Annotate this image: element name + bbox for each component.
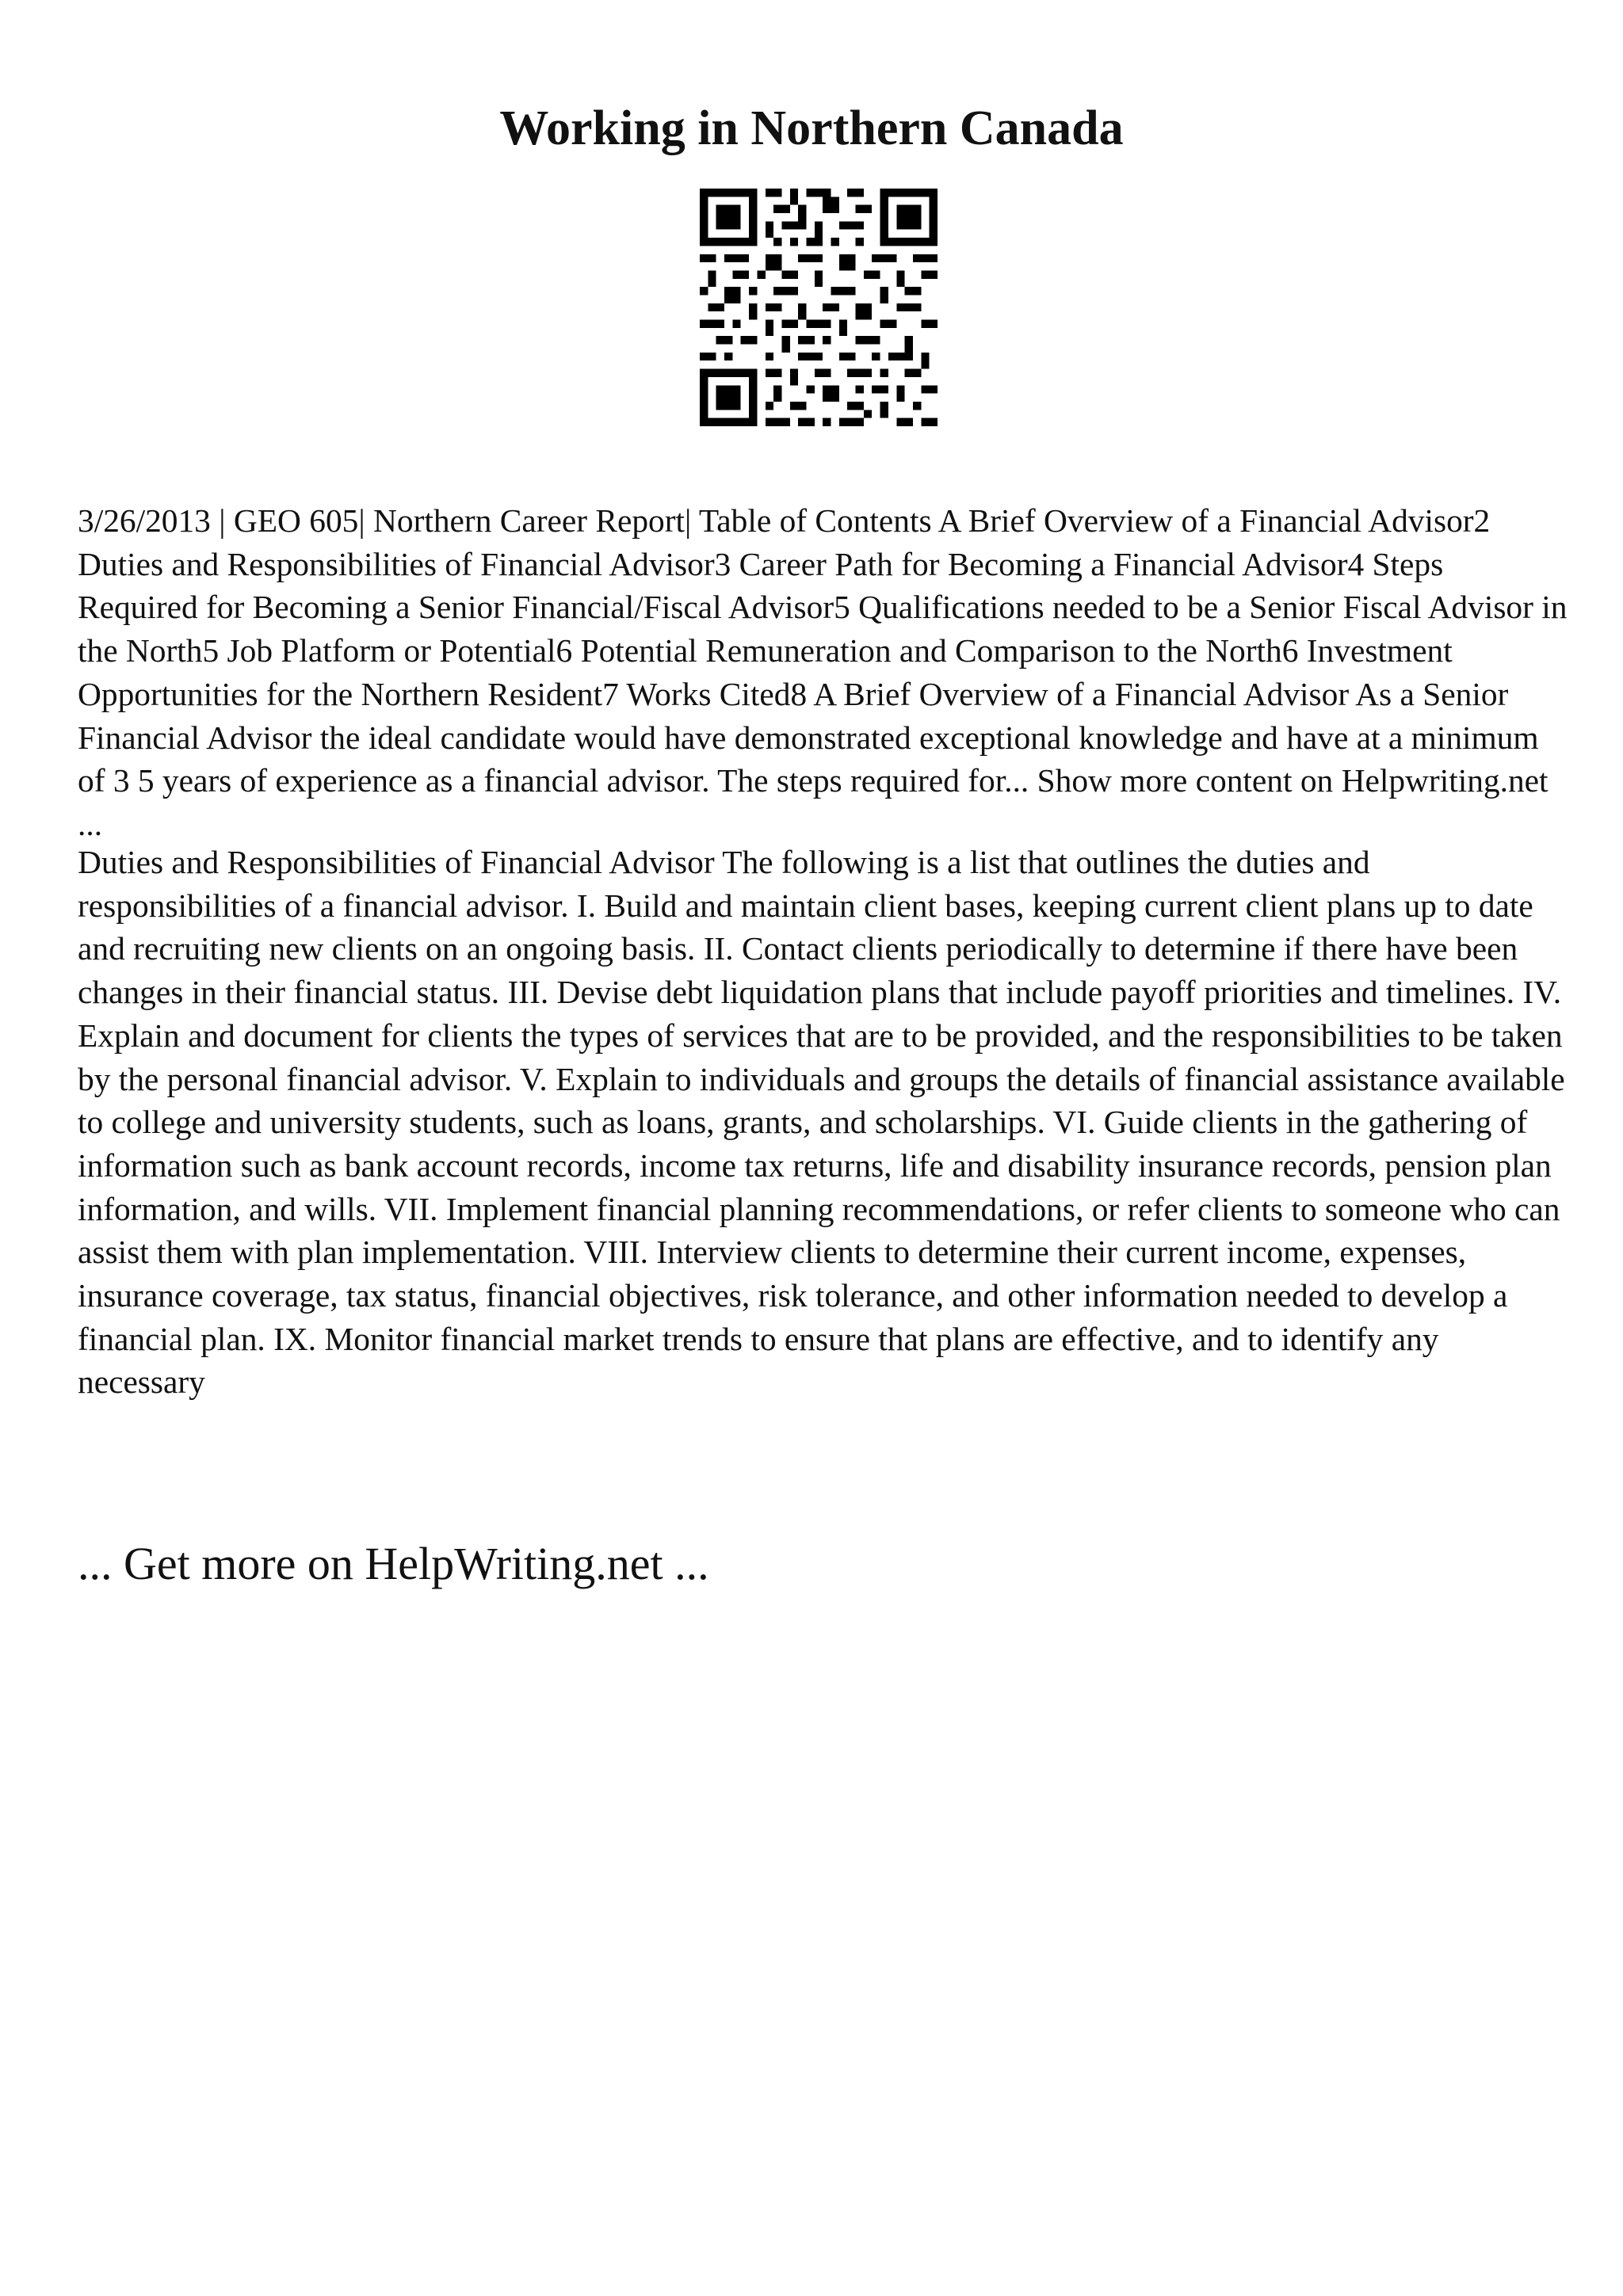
duties-paragraph: Duties and Responsibilities of Financial Advisor The following is a list that outlines the duties and responsibilities of a financial advisor. I. Build and maintain client bases, keeping current client plans up to date and recruiting new clients on an ongoing basis. II. Contact clients periodically to determine if there have been changes in their financial status. III. Devise debt liquidation plans that include payoff priorities and timelines. IV. Explain and document for clients the types of services that are to be provided, and the responsibilities to be taken by the personal financial advisor. V. Explain to individuals and groups the details of financial assistance available to college and university students, such as loans, grants, and scholarships. VI. Guide clients in the gathering of information such as bank account records, income tax returns, life and disability insurance records, pension plan information, and wills. VII. Implement financial planning recommendations, or refer clients to someone who can assist them with plan implementation. VIII. Interview clients to determine their current income, expenses, insurance coverage, tax status, financial objectives, risk tolerance, and other information needed to develop a financial plan. IX. Monitor financial market trends to ensure that plans are effective, and to identify any necessary	[78, 844, 1565, 1401]
qr-code-icon	[700, 189, 938, 426]
get-more-link[interactable]: ... Get more on HelpWriting.net ...	[78, 1538, 709, 1589]
page-title: Working in Northern Canada	[499, 101, 1124, 155]
intro-paragraph: 3/26/2013 | GEO 605| Northern Career Report| Table of Contents A Brief Overview of a Financial Advisor2 Duties and Responsibilities of Financial Advisor3 Career Path for Becoming a Financial Advisor4 Steps Required for Becoming a Senior Financial/Fiscal Advisor5 Qualifications needed to be a Senior Fiscal Advisor in the North5 Job Platform or Potential6 Potential Remuneration and Comparison to the North6 Investment Opportunities for the Northern Resident7 Works Cited8 A Brief Overview of a Financial Advisor As a Senior Financial Advisor the ideal candidate would have demonstrated exceptional knowledge and have at a minimum of 3 5 years of experience as a financial advisor. The steps required for... Show more content on Helpwriting.net ...	[78, 502, 1568, 842]
